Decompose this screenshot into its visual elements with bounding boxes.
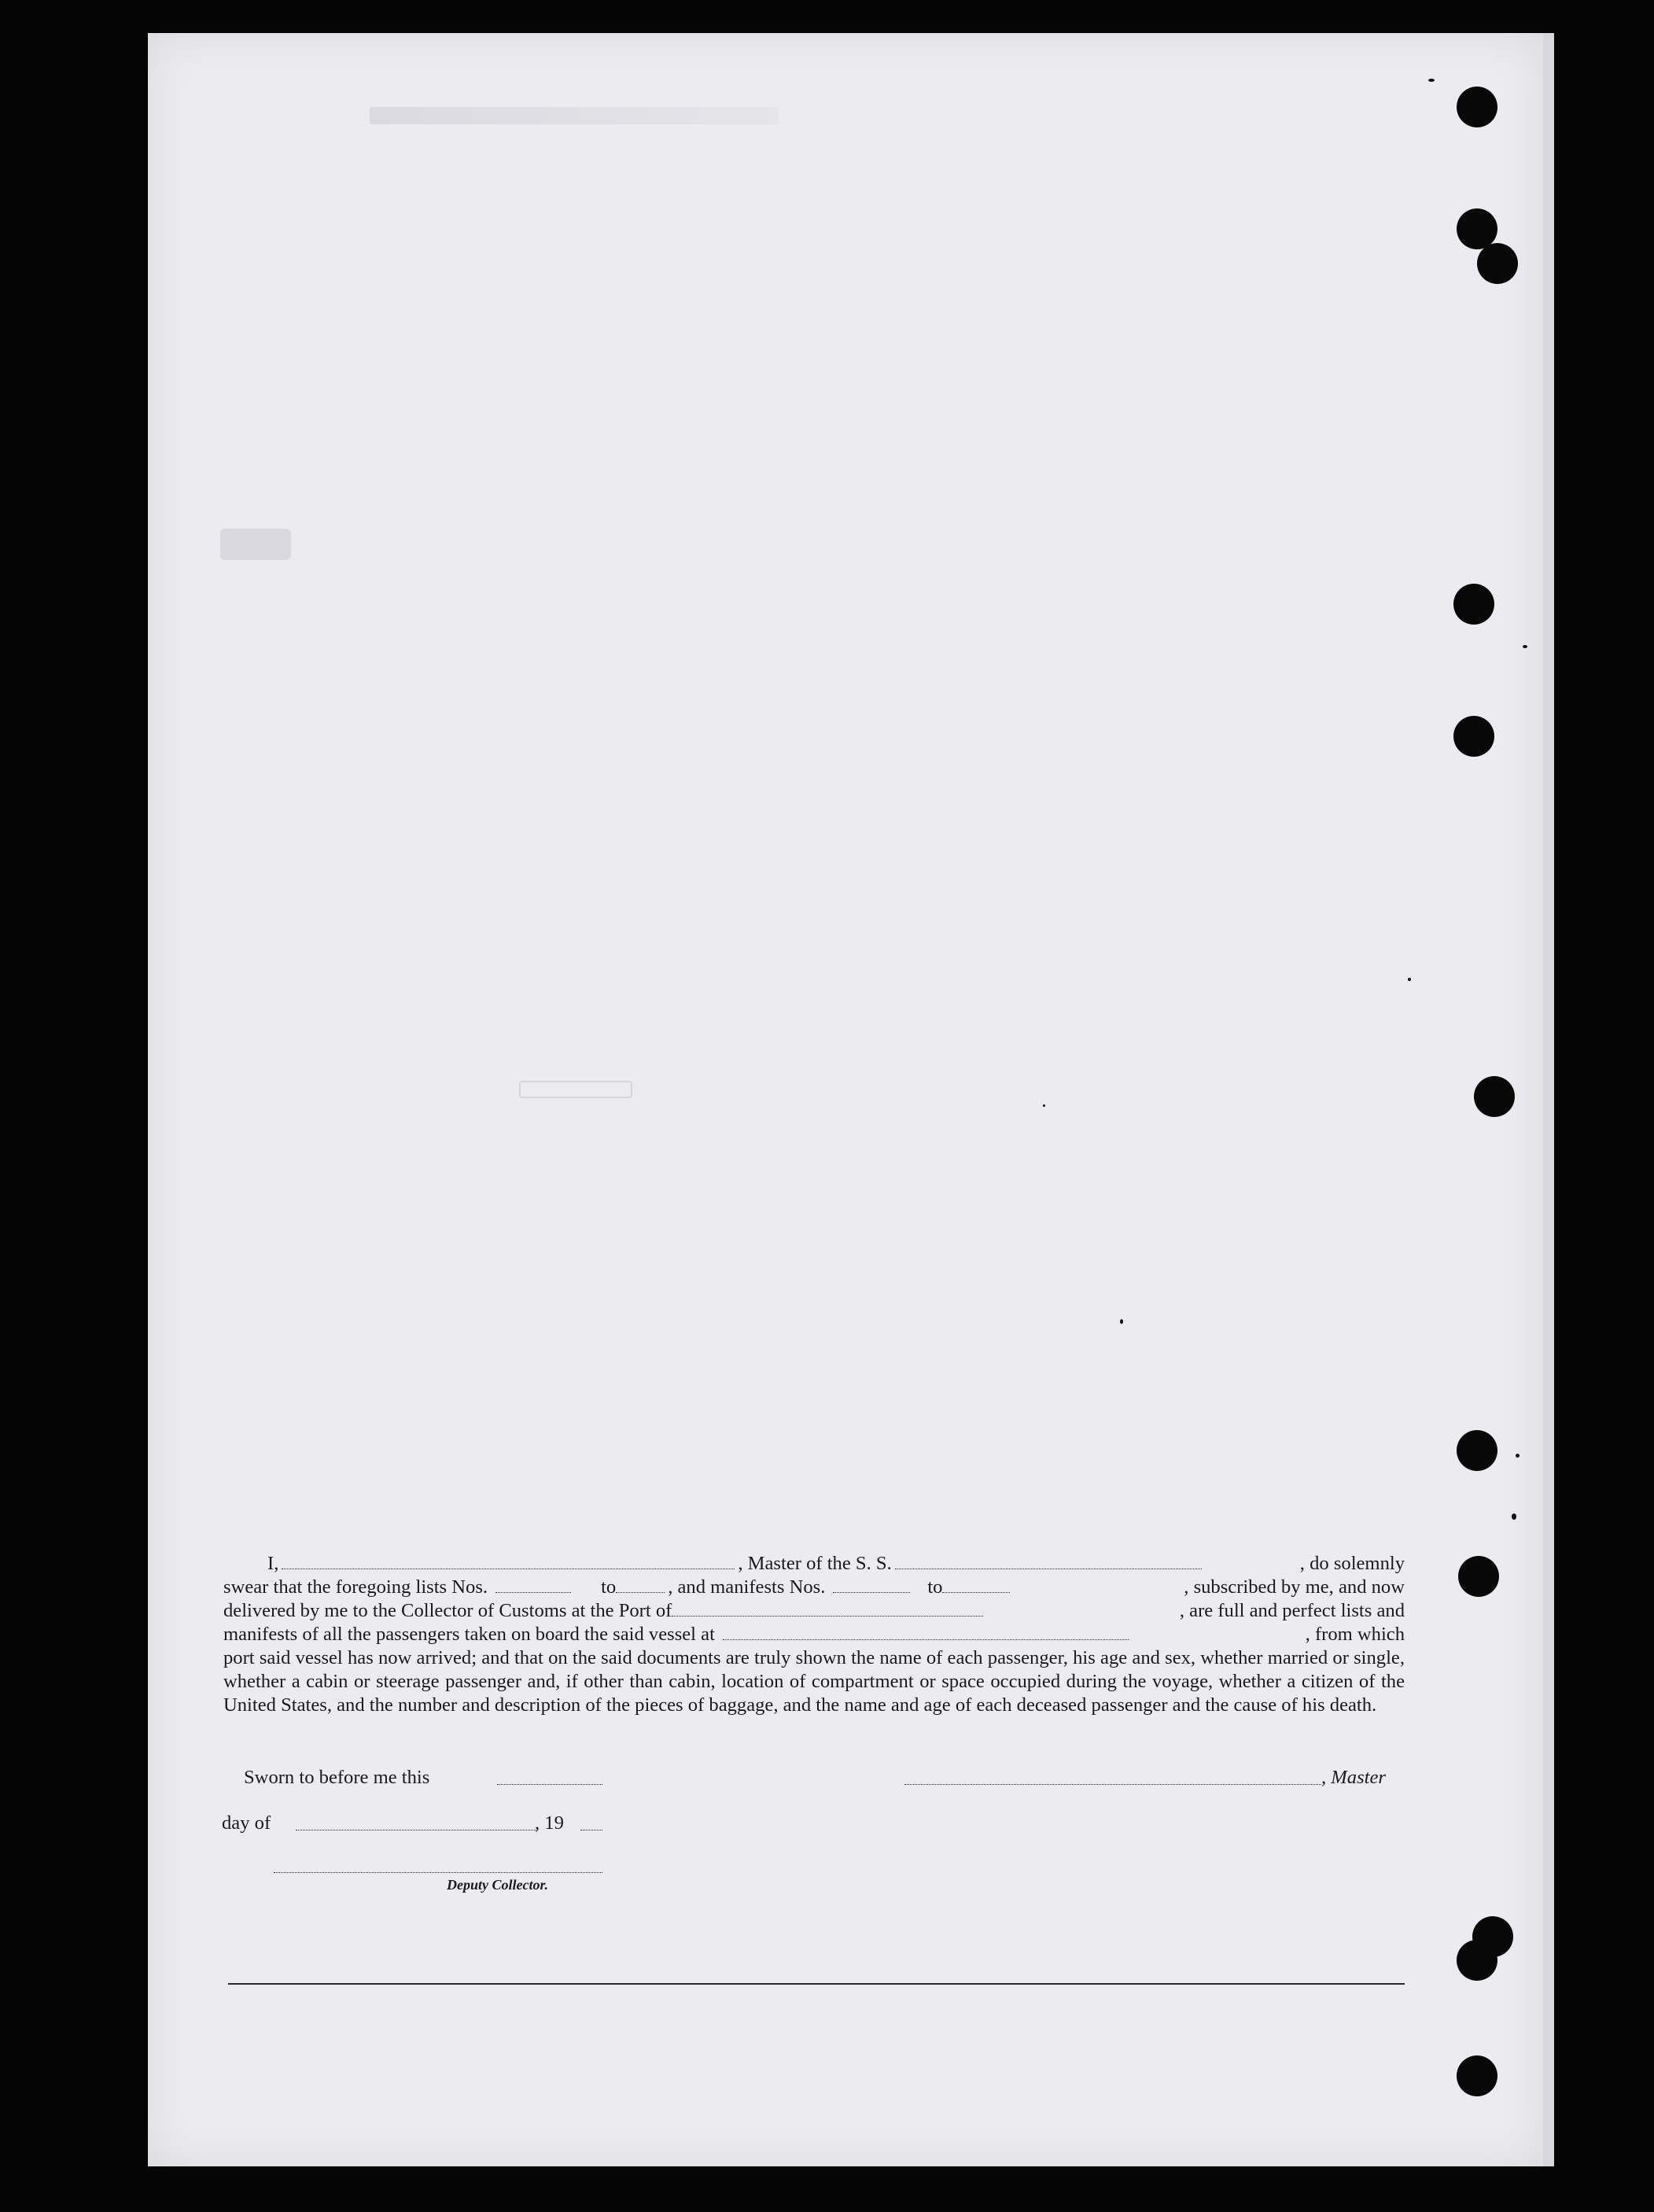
departure-port-field[interactable] [723,1624,1129,1640]
oath-line-3 [223,1599,1405,1623]
punch-hole [1457,1430,1497,1471]
oath-line-1-mid: , Master of the S. S. [738,1553,892,1574]
dust-speck [1516,1454,1520,1458]
oath-line-2-to-1: to [601,1576,617,1598]
dust-speck [1043,1104,1045,1107]
oath-line-3-end: , are full and perfect lists and [1179,1600,1405,1621]
punch-hole [1474,1076,1515,1117]
year-prefix: , 19 [535,1812,564,1834]
lists-to-field[interactable] [616,1576,665,1593]
punch-hole [1477,243,1518,284]
oath-line-4 [223,1623,1405,1646]
dust-speck [1408,978,1411,981]
port-field[interactable] [672,1600,983,1617]
month-field[interactable] [296,1814,536,1830]
oath-line-2-mid: , and manifests Nos. [668,1576,826,1598]
bottom-rule [228,1983,1405,1985]
manifests-to-field[interactable] [942,1576,1010,1593]
punch-hole [1458,1556,1499,1597]
page-edge [1543,33,1554,2166]
punch-hole [1457,1940,1497,1981]
deputy-collector-label: Deputy Collector. [447,1877,548,1893]
oath-line-1 [223,1552,1405,1576]
vessel-name-field[interactable] [895,1553,1202,1569]
lists-from-field[interactable] [495,1576,571,1593]
dust-speck [1523,645,1527,648]
sworn-date-field[interactable] [497,1768,602,1785]
deputy-signature-field[interactable] [274,1856,602,1873]
oath-paragraph: port said vessel has now arrived; and that on the said documents are truly shown the name of each passenger, his age and sex, whether married or single, whether a cabin or steerage passenger and, if other than cabin, location of compartment or space occupied during the voyage, whether a citizen of the United States, and the number and description of the pieces of baggage, and the name and age of each deceased passenger and the cause of his death. [223,1647,1405,1716]
oath-line-4-start: manifests of all the passengers taken on board the said vessel at [223,1624,715,1645]
dust-speck [1512,1513,1516,1520]
punch-hole [1453,716,1494,757]
oath-line-2-to-2: to [927,1576,943,1598]
punch-hole [1453,584,1494,625]
punch-hole [1457,87,1497,127]
dust-speck [1428,79,1435,82]
oath-line-2 [223,1576,1405,1599]
day-of-label: day of [222,1812,271,1834]
oath-text [223,1552,1405,1717]
punch-hole [1457,2055,1497,2096]
oath-line-3-start: delivered by me to the Collector of Customs at the Port of [223,1600,672,1621]
oath-line-1-end: , do solemnly [1299,1553,1405,1574]
oath-line-1-start: I, [267,1553,279,1574]
master-name-field[interactable] [282,1553,735,1569]
sworn-row [220,1767,1408,1794]
oath-line-2-end: , subscribed by me, and now [1184,1576,1405,1598]
sworn-label: Sworn to before me this [244,1767,430,1788]
manifests-from-field[interactable] [833,1576,910,1593]
master-label: , Master [1321,1767,1386,1788]
master-signature-field[interactable] [904,1768,1321,1785]
document-page [148,33,1543,2166]
day-of-row [220,1812,1408,1839]
oath-line-2-start: swear that the foregoing lists Nos. [223,1576,488,1598]
deputy-row [220,1856,1408,1896]
oath-line-4-end: , from which [1305,1624,1405,1645]
dust-speck [1120,1319,1123,1324]
year-field[interactable] [580,1814,602,1830]
